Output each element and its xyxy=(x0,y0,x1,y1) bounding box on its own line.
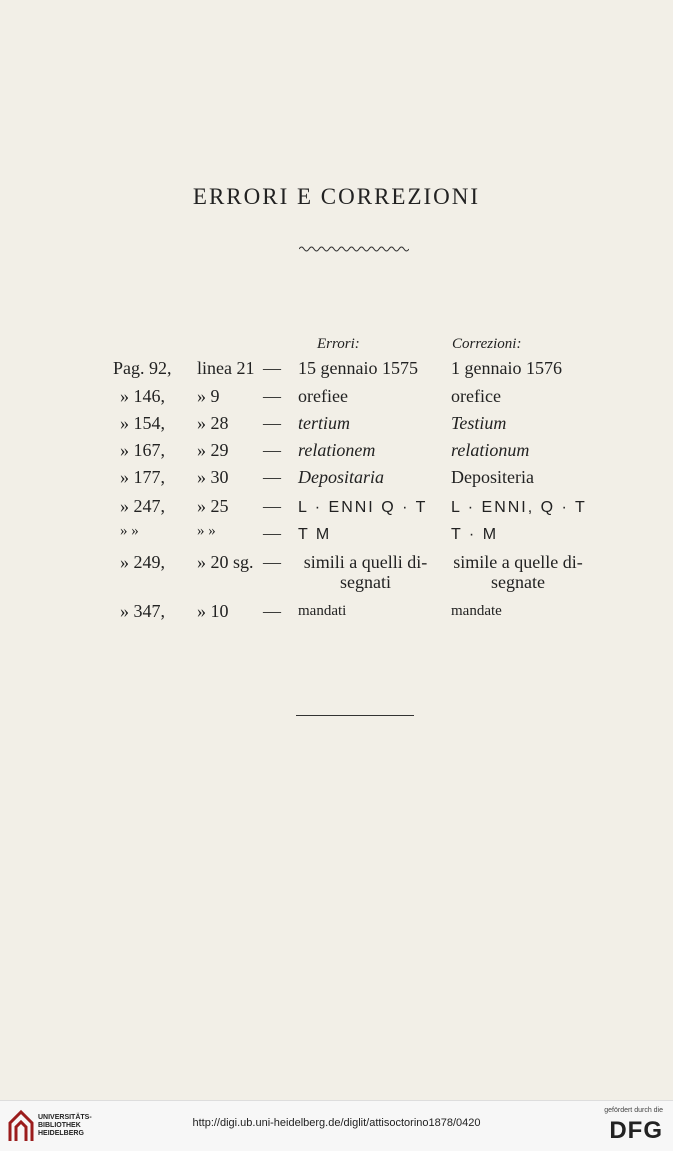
errata-row xyxy=(0,413,673,443)
correction-text: Depositeria xyxy=(451,467,534,487)
correction-text: 1 gennaio 1576 xyxy=(451,358,562,378)
errata-row xyxy=(0,440,673,470)
error-text-line1: simili a quelli di- xyxy=(303,552,428,572)
errata-row xyxy=(0,601,673,631)
page-ref: » 146, xyxy=(120,386,165,406)
errata-row xyxy=(0,523,673,553)
line-ref: » » xyxy=(197,523,216,539)
correction-text: mandate xyxy=(451,603,502,619)
dash: — xyxy=(263,552,281,572)
correction-text xyxy=(448,552,588,592)
errata-row xyxy=(0,358,673,388)
correction-text: T · M xyxy=(451,526,499,543)
sponsor-note: gefördert durch die xyxy=(604,1107,663,1114)
error-text: 15 gennaio 1575 xyxy=(298,358,418,378)
correction-text: orefice xyxy=(451,386,501,406)
error-text: relationem xyxy=(298,440,376,460)
library-name-line3: HEIDELBERG xyxy=(38,1130,84,1137)
dash: — xyxy=(263,386,281,406)
correction-text-line2: segnate xyxy=(491,572,545,592)
line-ref: » 25 xyxy=(197,496,229,516)
error-text: mandati xyxy=(298,603,347,619)
error-text-line2: segnati xyxy=(340,572,391,592)
viewer-footer xyxy=(0,1100,673,1151)
dash: — xyxy=(263,467,281,487)
page-ref: » 154, xyxy=(120,413,165,433)
dash: — xyxy=(263,601,281,621)
errata-row xyxy=(0,386,673,416)
line-ref: » 20 sg. xyxy=(197,552,254,572)
line-ref: linea 21 xyxy=(197,358,255,378)
page-ref: Pag. 92, xyxy=(113,358,172,378)
errata-row xyxy=(0,552,673,598)
error-text xyxy=(298,552,433,592)
correction-text-line1: simile a quelle di- xyxy=(453,552,583,572)
errata-row xyxy=(0,496,673,526)
dash: — xyxy=(263,523,281,543)
correction-text: Testium xyxy=(451,413,507,433)
error-text: T M xyxy=(298,526,332,543)
errata-row xyxy=(0,467,673,497)
library-name-line2: BIBLIOTHEK xyxy=(38,1122,81,1129)
correction-text: L · ENNI, Q · T xyxy=(451,499,587,516)
page-ref: » 247, xyxy=(120,496,165,516)
page-ref: » 167, xyxy=(120,440,165,460)
error-text: L · ENNI Q · T xyxy=(298,499,428,516)
page-title: ERRORI E CORREZIONI xyxy=(192,184,481,209)
library-name-line1: UNIVERSITÄTS- xyxy=(38,1114,92,1121)
dash: — xyxy=(263,358,281,378)
closing-rule xyxy=(296,715,414,716)
wavy-ornament xyxy=(299,244,409,254)
error-text: Depositaria xyxy=(298,467,385,487)
line-ref: » 30 xyxy=(197,467,229,487)
dfg-logo: DFG xyxy=(609,1117,663,1144)
line-ref: » 29 xyxy=(197,440,229,460)
page-ref: » 177, xyxy=(120,467,165,487)
dash: — xyxy=(263,440,281,460)
page-ref: » 249, xyxy=(120,552,165,572)
line-ref: » 9 xyxy=(197,386,220,406)
dash: — xyxy=(263,413,281,433)
page-ref: » 347, xyxy=(120,601,165,621)
header-correzioni: Correzioni: xyxy=(452,336,522,352)
dash: — xyxy=(263,496,281,516)
error-text: tertium xyxy=(298,413,350,433)
page-ref: » » xyxy=(120,523,139,539)
correction-text: relationum xyxy=(451,440,530,460)
line-ref: » 10 xyxy=(197,601,229,621)
error-text: orefiee xyxy=(298,386,348,406)
permalink-url[interactable]: http://digi.ub.uni-heidelberg.de/diglit/attisoctorino1878/0420 xyxy=(192,1117,481,1129)
line-ref: » 28 xyxy=(197,413,229,433)
header-errori: Errori: xyxy=(317,336,360,352)
